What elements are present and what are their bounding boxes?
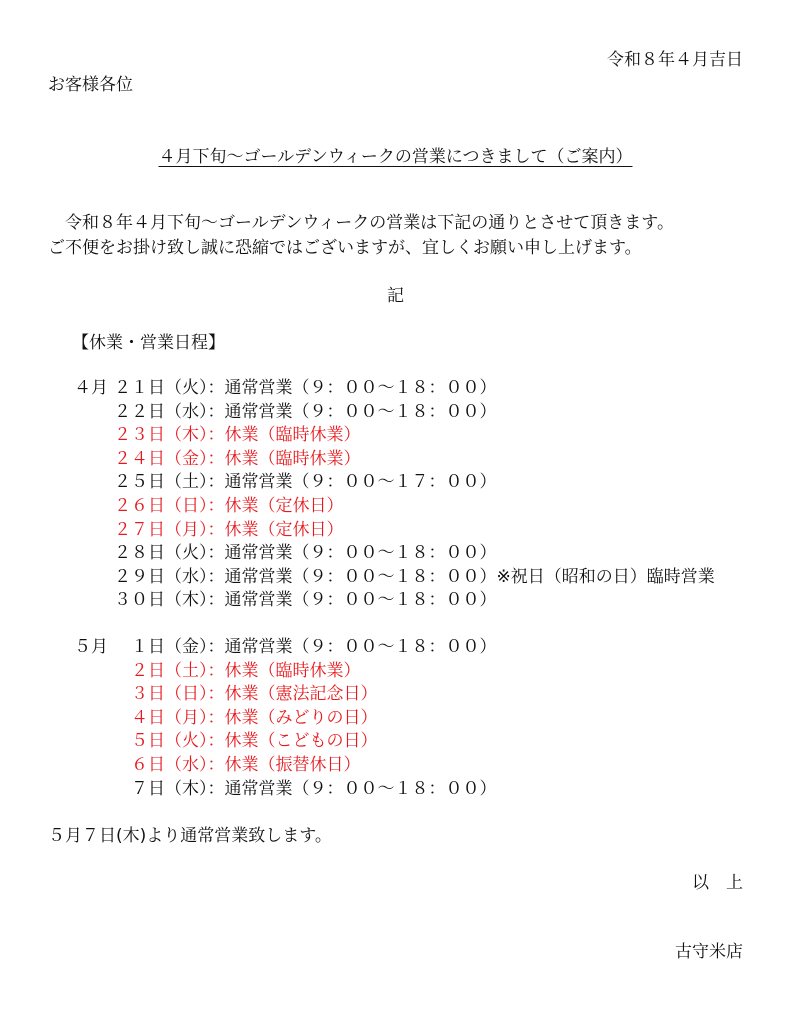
closed-status: 休業（臨時休業） xyxy=(224,448,361,469)
day-label: ２７日（月）： xyxy=(114,519,225,540)
open-status: 通常営業（９：００～１８：００） xyxy=(224,637,497,657)
body-line-2: ご不便をお掛け致し誠に恐縮ではございますが、宜しくお願い申し上げます。 xyxy=(48,238,642,258)
closed-status: 休業（定休日） xyxy=(224,495,344,516)
schedule-row xyxy=(74,471,715,495)
ki-heading: 記 xyxy=(387,286,404,306)
schedule-row xyxy=(74,519,715,543)
day-label: ２８日（火）： xyxy=(114,543,225,564)
day-label: ２５日（土）： xyxy=(114,472,225,493)
april-schedule xyxy=(74,377,715,613)
month-label xyxy=(74,519,114,543)
month-label xyxy=(74,448,114,472)
closing-mark: 以 上 xyxy=(692,873,743,893)
schedule-row xyxy=(74,401,715,425)
closed-status: 休業（みどりの日） xyxy=(224,707,378,728)
schedule-row xyxy=(74,377,715,401)
closed-status: 休業（定休日） xyxy=(224,519,344,540)
month-label xyxy=(74,707,114,731)
month-label xyxy=(74,589,114,613)
day-label: ７日（木）： xyxy=(114,778,225,799)
month-label xyxy=(74,730,114,754)
open-status: 通常営業（９：００～１８：００） xyxy=(224,401,497,422)
resume-note: ５月７日(木)より通常営業致します。 xyxy=(48,826,332,846)
body-line-1-text: 令和８年４月下旬～ゴールデンウィークの営業は下記の通りとさせて頂きます。 xyxy=(65,213,674,233)
month-label xyxy=(74,778,114,802)
open-status: 通常営業（９：００～１７：００） xyxy=(224,472,497,493)
month-label xyxy=(74,495,114,519)
schedule-section-title: 【休業・営業日程】 xyxy=(72,333,225,353)
schedule-row xyxy=(74,542,715,566)
day-label: ４日（月）： xyxy=(114,707,225,728)
day-label: １日（金）： xyxy=(114,637,225,657)
closed-status: 休業（臨時休業） xyxy=(224,660,361,681)
signature: 古守米店 xyxy=(675,942,743,962)
month-label xyxy=(74,683,114,707)
open-status: 通常営業（９：００～１８：００） xyxy=(224,778,497,799)
day-label: ２日（土）： xyxy=(114,660,225,681)
day-label: ２３日（木）： xyxy=(114,425,225,446)
document-title-text: ４月下旬～ゴールデンウィークの営業につきまして（ご案内） xyxy=(158,147,633,167)
open-status: 通常営業（９：００～１８：００） xyxy=(224,543,497,564)
day-label: ２６日（日）： xyxy=(114,495,225,516)
closed-status: 休業（こどもの日） xyxy=(224,731,378,752)
schedule-row xyxy=(74,566,715,590)
may-schedule xyxy=(74,636,497,801)
day-label: ２２日（水）： xyxy=(114,401,225,422)
document-date: 令和８年４月吉日 xyxy=(607,50,743,70)
day-label: ２９日（水）： xyxy=(114,566,225,587)
schedule-row xyxy=(74,754,497,778)
closed-status: 休業（臨時休業） xyxy=(224,425,361,446)
schedule-row xyxy=(74,660,497,684)
schedule-row xyxy=(74,495,715,519)
month-label xyxy=(74,542,114,566)
schedule-row xyxy=(74,683,497,707)
closed-status: 休業（振替休日） xyxy=(224,754,361,775)
open-status: 通常営業（９：００～１８：００）※祝日（昭和の日）臨時営業 xyxy=(224,566,715,587)
month-label: ４月 xyxy=(74,378,108,398)
closed-status: 休業（憲法記念日） xyxy=(224,684,378,705)
schedule-row xyxy=(74,707,497,731)
day-label: ６日（水）： xyxy=(114,754,225,775)
schedule-row xyxy=(74,589,715,613)
schedule-row xyxy=(74,424,715,448)
open-status: 通常営業（９：００～１８：００） xyxy=(224,590,497,611)
schedule-row xyxy=(74,636,497,660)
schedule-row xyxy=(74,730,497,754)
schedule-row xyxy=(74,448,715,472)
day-label: ５日（火）： xyxy=(114,731,225,752)
month-label xyxy=(74,424,114,448)
addressee: お客様各位 xyxy=(48,75,133,95)
schedule-row xyxy=(74,778,497,802)
month-label xyxy=(74,660,114,684)
month-label xyxy=(74,401,114,425)
open-status: 通常営業（９：００～１８：００） xyxy=(224,378,497,398)
month-label xyxy=(74,754,114,778)
document-title xyxy=(0,146,791,168)
day-label: ２１日（火）： xyxy=(114,378,225,398)
day-label: ３日（日）： xyxy=(114,684,225,705)
month-label xyxy=(74,566,114,590)
body-line-1 xyxy=(48,212,674,234)
day-label: ３０日（木）： xyxy=(114,590,225,611)
month-label xyxy=(74,471,114,495)
day-label: ２４日（金）： xyxy=(114,448,225,469)
month-label: ５月 xyxy=(74,637,108,657)
